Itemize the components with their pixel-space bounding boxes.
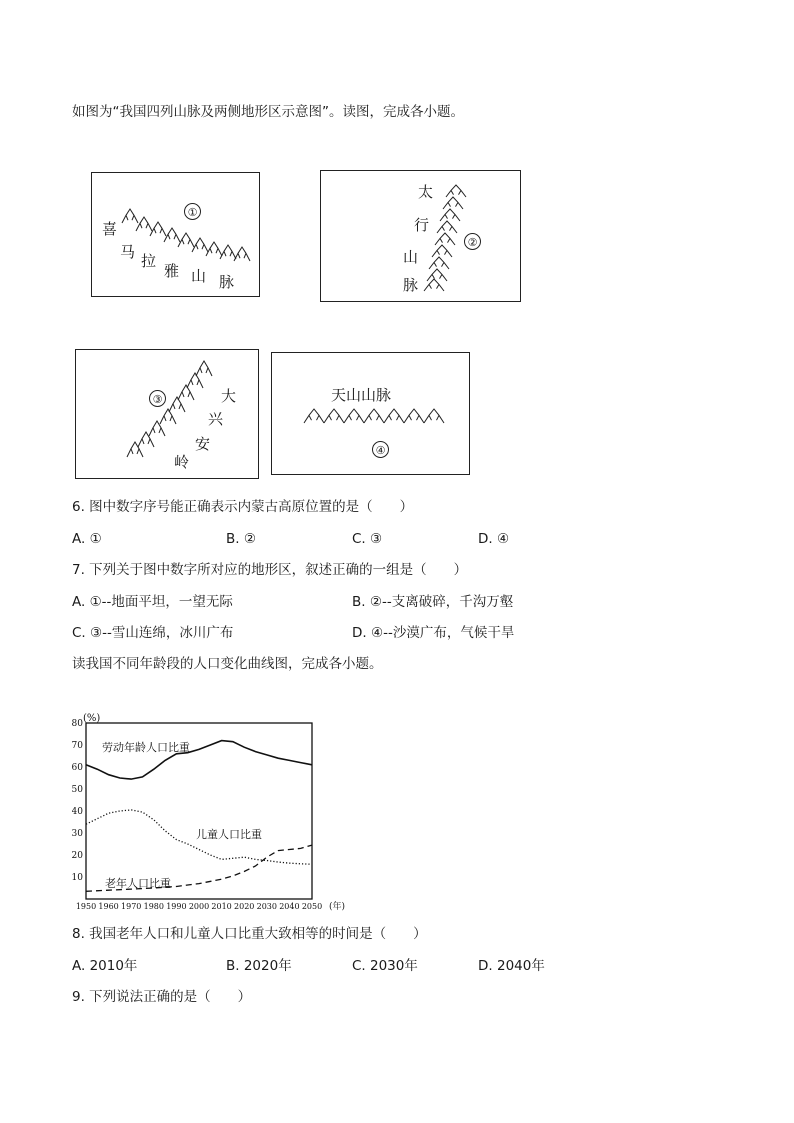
q6-option-a[interactable]: A. ① [72, 531, 102, 547]
mountain-symbol [437, 221, 457, 233]
y-tick-label: 70 [72, 741, 83, 751]
series-label-children: 儿童人口比重 [196, 828, 262, 841]
map-himalaya [91, 172, 260, 297]
q6-option-c[interactable]: C. ③ [352, 531, 383, 547]
mountain-symbol [384, 409, 404, 423]
x-tick-label: 1990 [166, 902, 187, 911]
mountain-symbol [164, 228, 180, 242]
mountain-symbol [187, 373, 203, 388]
mountain-symbol [178, 233, 194, 247]
mountain-symbol [150, 222, 166, 236]
q7-option-c[interactable]: C. ③--雪山连绵，冰川广布 [72, 625, 234, 641]
q7-option-b[interactable]: B. ②--支离破碎，千沟万壑 [352, 594, 514, 610]
x-tick-label: 1970 [121, 902, 142, 911]
mountain-symbol [196, 361, 212, 376]
mountain-symbol [424, 409, 444, 423]
label-char: 安 [195, 435, 211, 453]
label-char: 雅 [164, 262, 180, 280]
label-char: 大 [221, 387, 237, 405]
label-char: 山 [191, 267, 207, 285]
x-tick-label: 2050 [301, 902, 323, 911]
q7-option-a[interactable]: A. ①--地面平坦，一望无际 [72, 594, 233, 610]
mountain-symbol [304, 409, 324, 423]
q6-stem: 6. 图中数字序号能正确表示内蒙古高原位置的是（ ） [72, 499, 414, 515]
mountain-symbol [178, 385, 194, 400]
mountain-symbol [234, 247, 250, 261]
y-tick-label: 40 [72, 807, 83, 817]
q8-option-d[interactable]: D. 2040年 [478, 958, 545, 974]
mountain-symbol [364, 409, 384, 423]
mountain-symbol [138, 432, 154, 447]
map-daxinganling [75, 349, 259, 479]
q7-option-d[interactable]: D. ④--沙漠广布，气候干旱 [352, 625, 515, 641]
y-tick-label: 60 [72, 763, 83, 773]
x-tick-label: 2010 [211, 902, 232, 911]
label-char: 兴 [208, 410, 224, 428]
mountain-symbol [136, 217, 152, 231]
mountain-symbol [192, 238, 208, 252]
y-tick-label: 10 [72, 873, 83, 883]
mountain-symbol [443, 197, 463, 209]
y-tick-label: 50 [72, 785, 83, 795]
label-char: 马 [120, 243, 136, 261]
mountain-symbol [160, 409, 176, 424]
label-char: 岭 [174, 453, 190, 471]
mountain-symbol [435, 233, 455, 245]
mountain-symbol [220, 245, 236, 259]
mountain-symbol [122, 209, 138, 223]
population-line-chart [72, 713, 362, 913]
mountain-symbol [429, 257, 449, 269]
mountain-symbol [432, 245, 452, 257]
region-number-4: ④ [372, 441, 389, 458]
label-char: 太 [418, 183, 434, 201]
label-char: 喜 [102, 220, 118, 238]
mountain-symbol [404, 409, 424, 423]
mountain-symbol [446, 185, 466, 197]
y-tick-label: 80 [72, 719, 83, 729]
region-number-1: ① [184, 203, 201, 220]
q8-option-c[interactable]: C. 2030年 [352, 958, 418, 974]
daxinganling-mountain-symbols [76, 350, 260, 480]
x-tick-label: 1980 [143, 902, 164, 911]
mountain-symbol [344, 409, 364, 423]
series-label-elderly: 老年人口比重 [105, 877, 171, 890]
tianshan-mountain-symbols [272, 353, 471, 476]
label-char: 脉 [403, 276, 419, 294]
y-axis-unit: (%) [83, 713, 101, 724]
region-number-2: ② [464, 233, 481, 250]
q8-stem: 8. 我国老年人口和儿童人口比重大致相等的时间是（ ） [72, 926, 427, 942]
mountain-label: 天山山脉 [331, 386, 392, 404]
x-tick-label: 1950 [75, 902, 97, 911]
q6-option-b[interactable]: B. ② [226, 531, 256, 547]
q7-stem: 7. 下列关于图中数字所对应的地形区，叙述正确的一组是（ ） [72, 562, 468, 578]
mountain-symbol [149, 421, 165, 436]
label-char: 拉 [141, 252, 157, 270]
series-label-labor: 劳动年龄人口比重 [102, 741, 190, 754]
x-axis-unit: (年) [329, 902, 346, 912]
map-tianshan [271, 352, 470, 475]
y-tick-label: 20 [72, 851, 83, 861]
label-char: 脉 [219, 273, 235, 291]
q8-option-a[interactable]: A. 2010年 [72, 958, 138, 974]
label-char: 行 [414, 216, 430, 234]
mountain-symbol [169, 397, 185, 412]
mountain-symbol [324, 409, 344, 423]
x-tick-label: 2020 [234, 902, 255, 911]
mountain-symbol [427, 269, 447, 281]
x-tick-label: 2030 [256, 902, 277, 911]
x-tick-label: 1960 [98, 902, 119, 911]
q6-option-d[interactable]: D. ④ [478, 531, 510, 547]
mountain-symbol [440, 209, 460, 221]
x-tick-label: 2000 [188, 902, 210, 911]
mountain-symbol [206, 242, 222, 256]
intro-text: 如图为“我国四列山脉及两侧地形区示意图”。读图，完成各小题。 [72, 104, 464, 120]
q9-stem: 9. 下列说法正确的是（ ） [72, 989, 252, 1005]
q8-option-b[interactable]: B. 2020年 [226, 958, 292, 974]
mountain-symbol [127, 442, 143, 457]
map-taihang [320, 170, 521, 302]
intro2-text: 读我国不同年龄段的人口变化曲线图，完成各小题。 [72, 656, 383, 672]
label-char: 山 [403, 248, 419, 266]
x-tick-label: 2040 [279, 902, 300, 911]
region-number-3: ③ [149, 390, 166, 407]
y-tick-label: 30 [72, 829, 83, 839]
